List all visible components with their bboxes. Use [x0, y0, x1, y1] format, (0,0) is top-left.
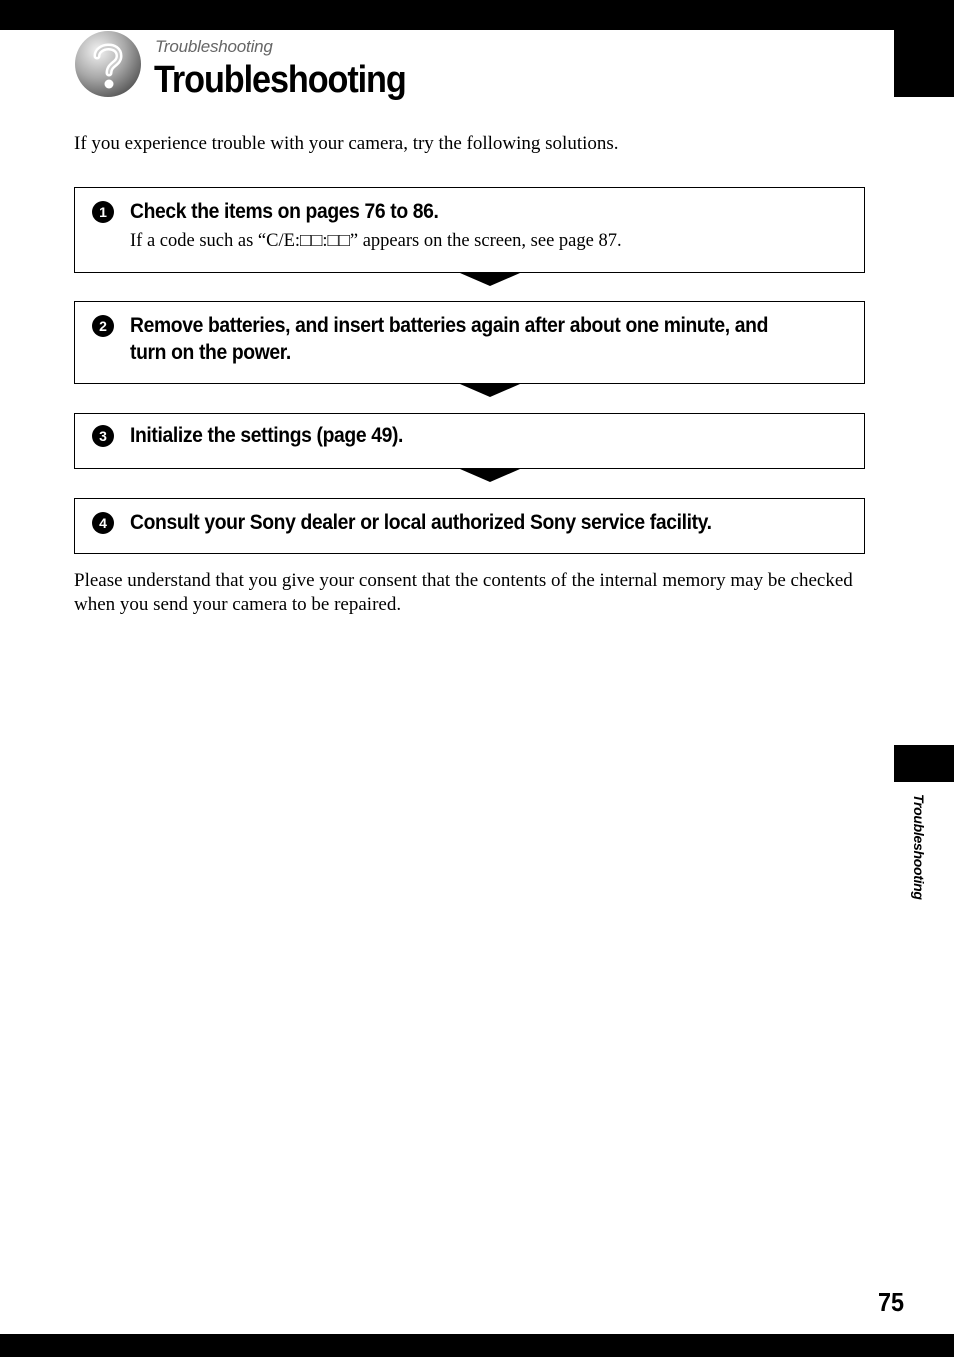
breadcrumb: Troubleshooting [155, 37, 273, 56]
bottom-bar [0, 1334, 954, 1357]
top-bar [0, 0, 954, 30]
step-1-box [74, 187, 865, 273]
step-number-4: 4 [92, 512, 114, 534]
consent-note: Please understand that you give your consent that the contents of the internal memory may be checked when you send your camera to be repaired. [74, 570, 853, 615]
step-1-title: Check the items on pages 76 to 86. [130, 200, 439, 223]
side-tab-label: Troubleshooting [911, 794, 927, 900]
top-right-tab [894, 30, 954, 97]
page-title: Troubleshooting [154, 59, 406, 101]
page-number: 75 [878, 1287, 905, 1317]
step-number-1: 1 [92, 201, 114, 223]
step-1-subtitle: If a code such as “C/E:□□:□□” appears on the screen, see page 87. [130, 231, 622, 251]
step-4-box [74, 498, 865, 554]
step-3-box [74, 413, 865, 469]
step-number-2: 2 [92, 315, 114, 337]
step-4-title: Consult your Sony dealer or local authorized Sony service facility. [130, 511, 712, 534]
step-2-title: Remove batteries, and insert batteries again after about one minute, and turn on the power. [130, 314, 769, 364]
flow-arrow-1 [460, 273, 520, 286]
flow-arrow-2 [460, 384, 520, 397]
question-mark-icon [74, 30, 142, 98]
step-2-box [74, 301, 865, 384]
step-3-title: Initialize the settings (page 49). [130, 424, 404, 447]
flow-arrow-3 [460, 469, 520, 482]
intro-text: If you experience trouble with your camera, try the following solutions. [74, 133, 619, 154]
step-number-3: 3 [92, 425, 114, 447]
side-tab-marker [894, 745, 954, 782]
